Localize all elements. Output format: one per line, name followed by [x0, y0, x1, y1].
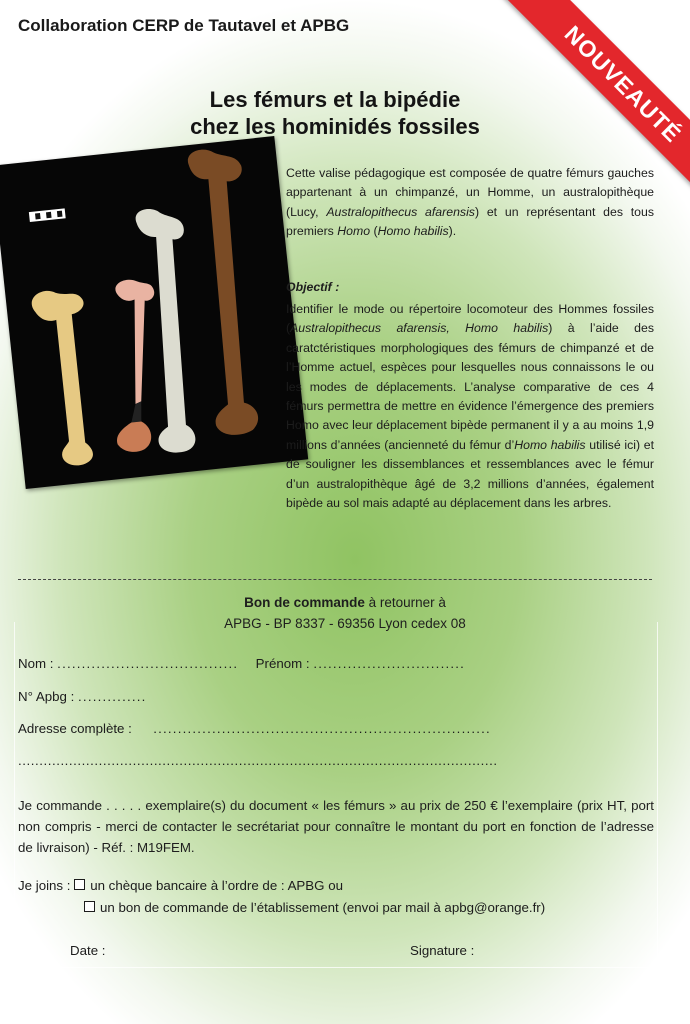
adresse-row-2	[18, 753, 498, 768]
prenom-label: Prénom :	[255, 656, 310, 671]
chimpanzee-femur	[31, 287, 101, 468]
order-statement: Je commande . . . . . exemplaire(s) du document « les fémurs » au prix de 250 € l’exemplaire (prix HT, port non compris - merci de contacter le secrétariat pour connaître le montant du port en fonction de l’adresse de livraison) - Réf. : M19FEM.	[18, 798, 654, 855]
return-address: APBG - BP 8337 - 69356 Lyon cedex 08	[224, 616, 466, 631]
homo-habilis-femur	[100, 277, 170, 453]
nom-field[interactable]: .....................................	[57, 656, 239, 671]
apbg-row	[18, 689, 147, 704]
title-line-1: Les fémurs et la bipédie	[209, 87, 461, 112]
document-title	[100, 86, 570, 140]
cheque-option-label: un chèque bancaire à l’ordre de : APBG ou	[90, 878, 343, 893]
order-form-title: Bon de commande à retourner à APBG - BP 8337 - 69356 Lyon cedex 08	[0, 592, 690, 634]
date-label: Date :	[70, 943, 106, 958]
signature-label: Signature :	[410, 943, 475, 958]
adresse-field-2[interactable]: .................................................................................................................	[18, 753, 498, 768]
header-title: Collaboration CERP de Tautavel et APBG	[18, 16, 350, 35]
nouveaute-ribbon: NOUVEAUTÉ	[491, 0, 690, 216]
femurs-photo	[0, 136, 308, 489]
australopithecus-femur	[187, 146, 270, 437]
cut-line	[18, 579, 652, 580]
joins-row-1	[18, 878, 343, 893]
human-femur	[134, 205, 207, 454]
femurs-illustration	[0, 136, 308, 489]
nom-label: Nom :	[18, 656, 54, 671]
cheque-checkbox[interactable]	[74, 879, 85, 890]
joins-label: Je joins :	[18, 878, 71, 893]
apbg-field[interactable]: ..............	[78, 689, 147, 704]
adresse-row	[18, 721, 491, 736]
bon-commande-checkbox[interactable]	[84, 901, 95, 912]
apbg-label: N° Apbg :	[18, 689, 75, 704]
bon-commande-option-label: un bon de commande de l’établissement (envoi par mail à apbg@orange.fr)	[100, 900, 546, 915]
nom-row	[18, 656, 465, 671]
adresse-label: Adresse complète :	[18, 721, 132, 736]
intro-paragraph: Cette valise pédagogique est composée de quatre fémurs gauches appartenant à un chimpanzé, un Homme, un australopithèque (Lucy, Australopithecus afarensis) et un représentant des tous premiers Homo (Homo habilis).	[286, 166, 654, 239]
title-line-2: chez les hominidés fossiles	[190, 114, 480, 139]
objective-heading: Objectif :	[286, 280, 340, 294]
joins-row-2	[84, 900, 545, 915]
adresse-field[interactable]: .....................................................................	[153, 721, 491, 736]
objective-paragraph: Identifier le mode ou répertoire locomoteur des Hommes fossiles (Australopithecus afarensis, Homo habilis) à l’aide des caratctéristiques morphologiques des fémurs de chimpanzé et de l’Homme actuel, espèces pour lesquelles nous connaissons le ou les modes de déplacements. L’analyse comparative de ces 4 fémurs permettra de mettre en évidence l’émergence des premiers Homo avec leur déplacement bipède permanent il y a au moins 1,9 millions d’années (ancienneté du fémur d’Homo habilis utilisé ici) et de souligner les dissemblances et ressemblances avec le fémur d’un australopithèque âgé de 3,2 millions d’années, également bipède au sol mais adapté au déplacement dans les arbres.	[286, 302, 654, 511]
prenom-field[interactable]: ...............................	[313, 656, 466, 671]
